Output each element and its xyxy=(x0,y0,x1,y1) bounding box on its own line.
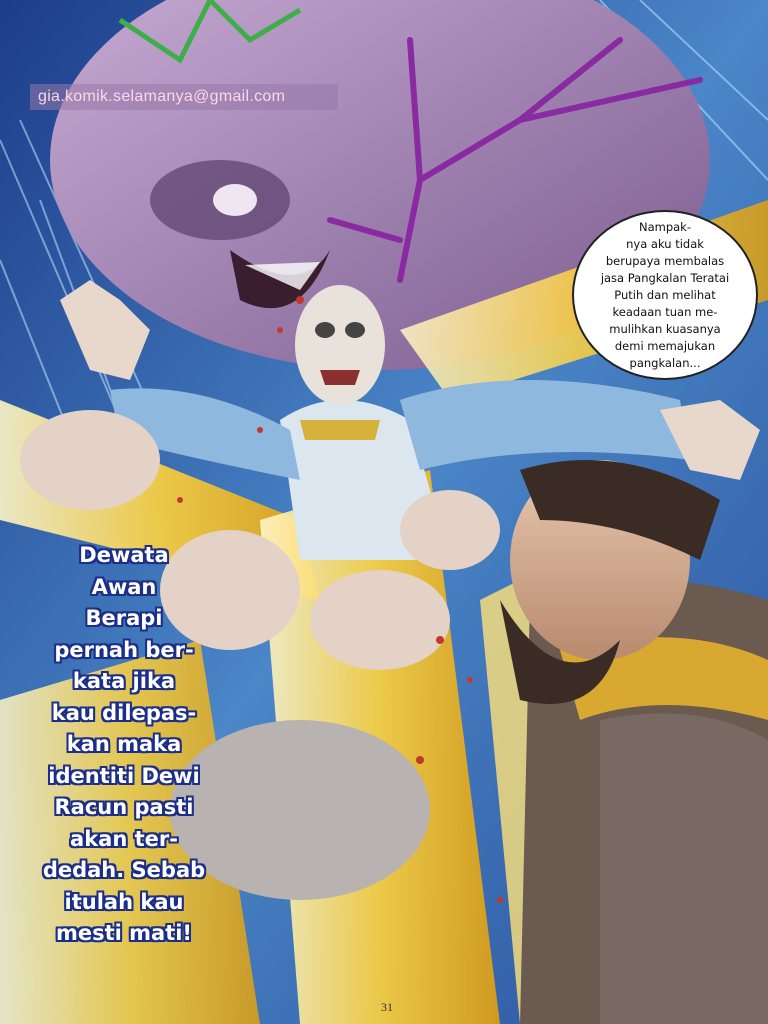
watermark-email: gia.komik.selamanya@gmail.com xyxy=(30,84,338,110)
narration-caption: Dewata Awan Berapi pernah ber- kata jika kau dilepas- kan maka identiti Dewi Racun pasti akan ter- dedah. Sebab itulah kau mesti mati! xyxy=(42,543,206,945)
page-number: 31 xyxy=(381,1000,393,1014)
speech-bubble-text: Nampak- nya aku tidak berupaya membalas jasa Pangkalan Teratai Putih dan melihat keadaan tuan me- mulihkan kuasanya demi memajukan pangkalan... xyxy=(600,219,730,370)
speech-bubble xyxy=(572,210,758,380)
